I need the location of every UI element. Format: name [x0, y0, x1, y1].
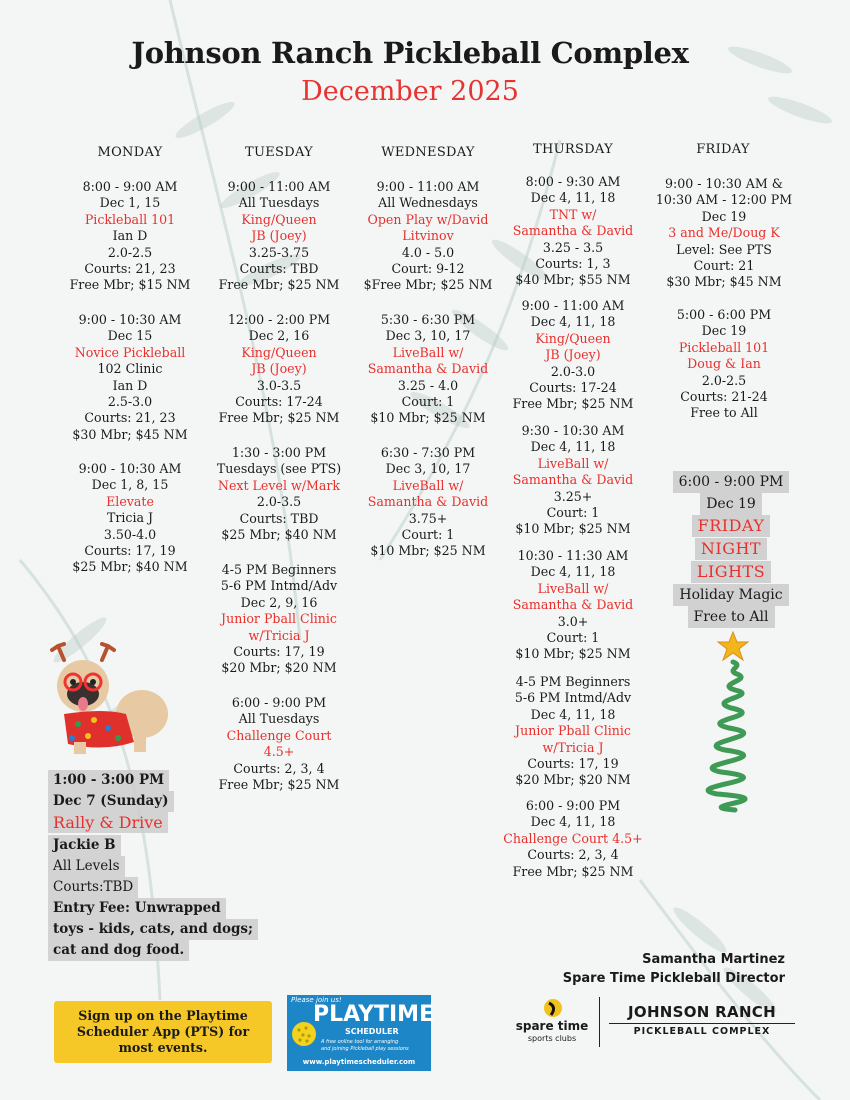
christmas-tree-icon	[665, 630, 800, 815]
event-block: 9:00 - 11:00 AM All Tuesdays King/Queen JB (Joey) 3.25-3.75 Courts: TBD Free Mbr; $25 NM	[218, 179, 340, 293]
event-block: 12:00 - 2:00 PM Dec 2, 16 King/Queen JB (Joey) 3.0-3.5 Courts: 17-24 Free Mbr; $25 NM	[218, 312, 340, 426]
director-signature	[523, 950, 785, 988]
event-block: 8:00 - 9:00 AM Dec 1, 15 Pickleball 101 Ian D 2.0-2.5 Courts: 21, 23 Free Mbr; $15 NM	[69, 179, 191, 293]
friday-night-lights: 6:00 - 9:00 PM Dec 19 FRIDAY NIGHT LIGHTS Holiday Magic Free to All	[667, 471, 795, 628]
logo-divider	[599, 997, 600, 1047]
event-block: 4-5 PM Beginners 5-6 PM Intmd/Adv Dec 4, 11, 18 Junior Pball Clinic w/Tricia J Courts: 17, 19 $20 Mbr; $20 NM	[514, 674, 632, 788]
johnson-ranch-logo-sub: PICKLEBALL COMPLEX	[633, 1026, 771, 1037]
event-block: 4-5 PM Beginners 5-6 PM Intmd/Adv Dec 2, 9, 16 Junior Pball Clinic w/Tricia J Courts: 17, 19 $20 Mbr; $20 NM	[220, 562, 338, 676]
event-block: 6:30 - 7:30 PM Dec 3, 10, 17 LiveBall w/ Samantha & David 3.75+ Court: 1 $10 Mbr; $25 NM	[367, 445, 489, 559]
event-block: 6:00 - 9:00 PM Dec 4, 11, 18 Challenge Court 4.5+ Courts: 2, 3, 4 Free Mbr; $25 NM	[503, 798, 643, 879]
logo-rule	[609, 1023, 795, 1024]
pickleball-icon	[291, 1021, 317, 1047]
day-header-monday: MONDAY	[97, 145, 163, 160]
spare-time-sub: sports clubs	[527, 1034, 577, 1043]
day-header-thursday: THURSDAY	[533, 142, 613, 157]
event-block: 9:00 - 11:00 AM Dec 4, 11, 18 King/Queen JB (Joey) 2.0-3.0 Courts: 17-24 Free Mbr; $25 NM	[512, 298, 634, 412]
spare-time-logo-icon	[543, 997, 563, 1019]
event-block: 9:00 - 10:30 AM & 10:30 AM - 12:00 PM Dec 19 3 and Me/Doug K Level: See PTS Court: 21 $30 Mbr; $45 NM	[655, 176, 793, 290]
event-block: 5:30 - 6:30 PM Dec 3, 10, 17 LiveBall w/ Samantha & David 3.25 - 4.0 Court: 1 $10 Mbr; $25 NM	[367, 312, 489, 426]
playtime-scheduler-badge[interactable]	[287, 995, 435, 1071]
event-block: 9:00 - 10:30 AM Dec 1, 8, 15 Elevate Tricia J 3.50-4.0 Courts: 17, 19 $25 Mbr; $40 NM	[72, 461, 188, 575]
event-block: 9:30 - 10:30 AM Dec 4, 11, 18 LiveBall w/ Samantha & David 3.25+ Court: 1 $10 Mbr; $25 NM	[512, 423, 634, 537]
rally-and-drive-event: 1:00 - 3:00 PM Dec 7 (Sunday) Rally & Drive Jackie B All Levels Courts:TBD Entry Fee: Unwrapped toys - kids, cats, and dogs; cat and dog food.	[48, 770, 278, 961]
playtime-tagline-2: and joining Pickleball play sessions	[321, 1046, 409, 1052]
signup-note: Sign up on the Playtime Scheduler App (PTS) for most events.	[54, 1001, 272, 1063]
event-block: 9:00 - 11:00 AM All Wednesdays Open Play w/David Litvinov 4.0 - 5.0 Court: 9-12 $Free Mbr; $25 NM	[363, 179, 493, 293]
spare-time-name: spare time	[515, 1019, 589, 1033]
day-header-friday: FRIDAY	[696, 142, 750, 157]
event-block: 5:00 - 6:00 PM Dec 19 Pickleball 101 Doug & Ian 2.0-2.5 Courts: 21-24 Free to All	[676, 307, 772, 421]
page-title: Johnson Ranch Pickleball Complex	[131, 36, 689, 70]
playtime-join-text: Please join us!	[291, 996, 342, 1004]
event-block: 1:30 - 3:00 PM Tuesdays (see PTS) Next Level w/Mark 2.0-3.5 Courts: TBD $25 Mbr; $40 NM	[216, 445, 342, 543]
day-header-wednesday: WEDNESDAY	[381, 145, 475, 160]
director-name: Samantha Martinez	[642, 952, 785, 967]
director-role: Spare Time Pickleball Director	[562, 971, 785, 986]
event-block: 10:30 - 11:30 AM Dec 4, 11, 18 LiveBall w/ Samantha & David 3.0+ Court: 1 $10 Mbr; $25 NM	[512, 548, 634, 662]
event-block: 6:00 - 9:00 PM All Tuesdays Challenge Court 4.5+ Courts: 2, 3, 4 Free Mbr; $25 NM	[218, 695, 340, 793]
pug-reindeer-icon	[44, 642, 174, 757]
event-block: 8:00 - 9:30 AM Dec 4, 11, 18 TNT w/ Samantha & David 3.25 - 3.5 Courts: 1, 3 $40 Mbr; $55 NM	[512, 174, 634, 288]
event-block: 9:00 - 10:30 AM Dec 15 Novice Pickleball 102 Clinic Ian D 2.5-3.0 Courts: 21, 23 $30 Mbr; $45 NM	[72, 312, 188, 442]
playtime-tagline: A free online tool for arranging	[321, 1039, 399, 1045]
day-header-tuesday: TUESDAY	[245, 145, 313, 160]
playtime-brand: PLAYTIME	[313, 1002, 435, 1027]
playtime-url[interactable]: www.playtimescheduler.com	[302, 1058, 416, 1066]
johnson-ranch-logo-name: JOHNSON RANCH	[628, 1003, 776, 1021]
playtime-sub: SCHEDULER	[345, 1027, 399, 1036]
footer-logos	[511, 997, 801, 1049]
month-subtitle: December 2025	[301, 76, 519, 107]
